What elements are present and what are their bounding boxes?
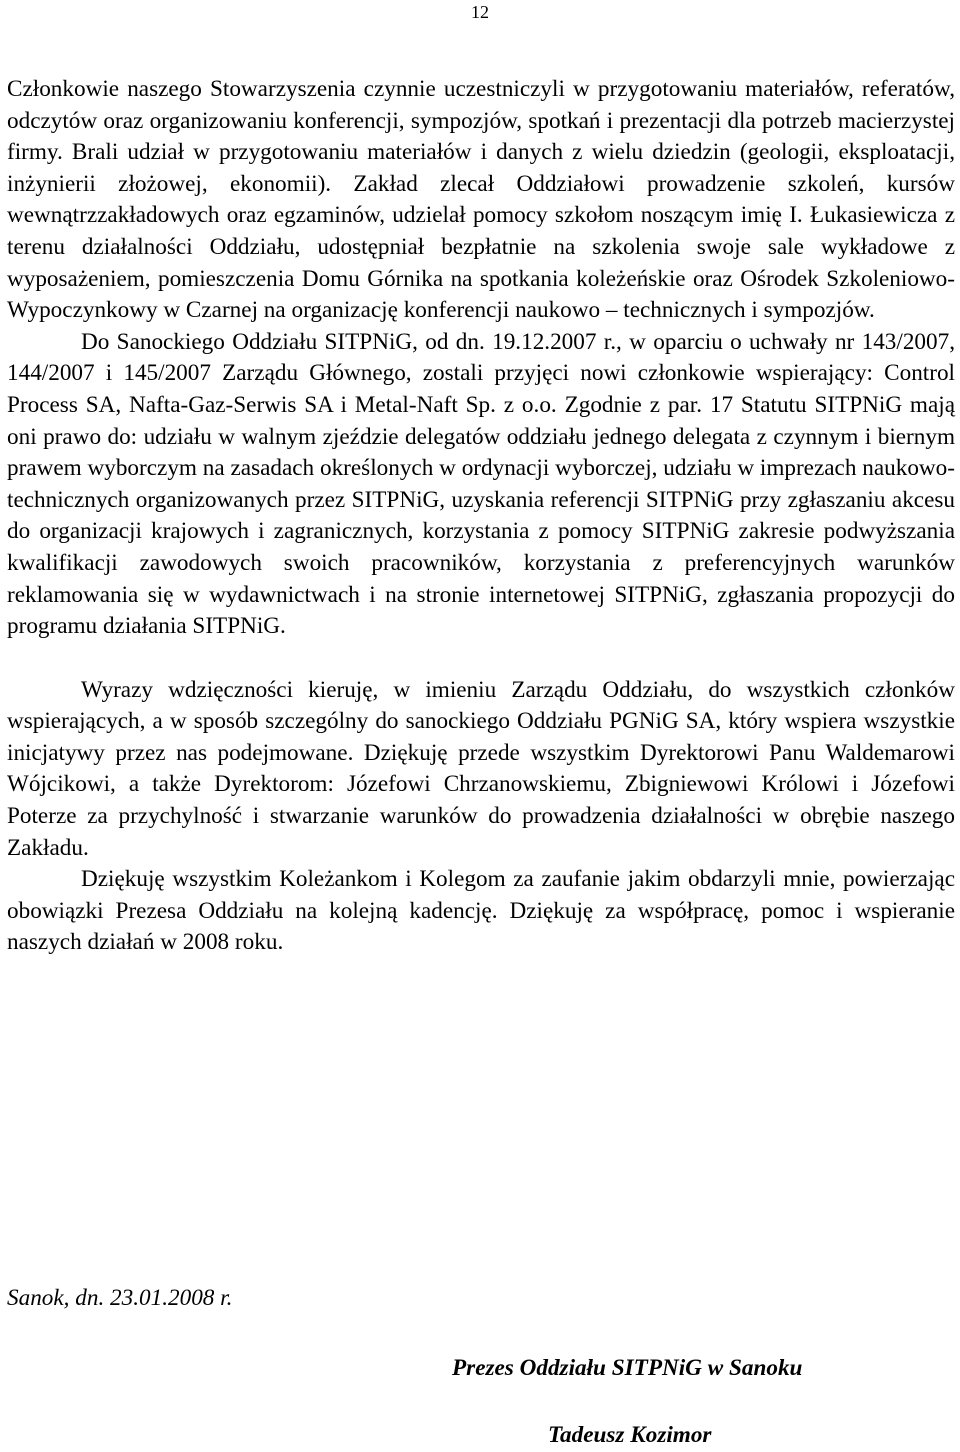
paragraph-new-supporting-members: Do Sanockiego Oddziału SITPNiG, od dn. 19.12.2007 r., w oparciu o uchwały nr 143/2007, 144/2007 i 145/2007 Zarządu Głównego, zostali przyjęci nowi członkowie wspierający: Control Process SA, Nafta-Gaz-Serwis SA i Metal-Naft Sp. z o.o. Zgodnie z par. 17 Statutu SITPNiG mają oni prawo do: udziału w walnym zjeździe delegatów oddziału jednego delegata z czynnym i biernym prawem wyborczym na zasadach określonych w ordynacji wyborczej, udziału w imprezach naukowo-technicznych organizowanych przez SITPNiG, uzyskania referencji SITPNiG przy zgłaszaniu akcesu do organizacji krajowych i zagranicznych, korzystania z pomocy SITPNiG zakresie podwyższania kwalifikacji zawodowych swoich pracowników, korzystania z preferencyjnych warunków reklamowania się w wydawnictwach i na stronie internetowej SITPNiG, zgłaszania propozycji do programu działania SITPNiG. (7, 328, 955, 640)
signature-name: Tadeusz Kozimor (548, 1422, 712, 1448)
paragraph-gratitude: Wyrazy wdzięczności kieruję, w imieniu Zarządu Oddziału, do wszystkich członków wspierających, a w sposób szczególny do sanockiego Oddziału PGNiG SA, który wspiera wszystkie inicjatywy przez nas podejmowane. Dziękuję przede wszystkim Dyrektorowi Panu Waldemarowi Wójcikowi, a także Dyrektorom: Józefowi Chrzanowskiemu, Zbigniewowi Królowi i Józefowi Poterze za przychylność i stwarzanie warunków do prowadzenia działalności w obrębie naszego Zakładu. (7, 676, 955, 861)
paragraph-thanks-colleagues: Dziękuję wszystkim Koleżankom i Kolegom za zaufanie jakim obdarzyli mnie, powierzając obowiązki Prezesa Oddziału na kolejną kadencję. Dziękuję za współpracę, pomoc i wspieranie naszych działań w 2008 roku. (7, 866, 955, 956)
page-number: 12 (471, 2, 489, 22)
place-and-date: Sanok, dn. 23.01.2008 r. (7, 1285, 233, 1311)
document-body (7, 74, 955, 959)
signature-title: Prezes Oddziału SITPNiG w Sanoku (452, 1355, 803, 1381)
paragraph-members-activities: Członkowie naszego Stowarzyszenia czynnie uczestniczyli w przygotowaniu materiałów, referatów, odczytów oraz organizowaniu konferencji, sympozjów, spotkań i prezentacji dla potrzeb macierzystej firmy. Brali udział w przygotowaniu materiałów i danych z wielu dziedzin (geologii, eksploatacji, inżynierii złożowej, ekonomii). Zakład zlecał Oddziałowi prowadzenie szkoleń, kursów wewnątrzzakładowych oraz egzaminów, udzielał pomocy szkołom noszącym imię I. Łukasiewicza z terenu działalności Oddziału, udostępniał bezpłatnie na szkolenia swoje sale wykładowe z wyposażeniem, pomieszczenia Domu Górnika na spotkania koleżeńskie oraz Ośrodek Szkoleniowo-Wypoczynkowy w Czarnej na organizację konferencji naukowo – technicznych i sympozjów. (7, 76, 955, 324)
